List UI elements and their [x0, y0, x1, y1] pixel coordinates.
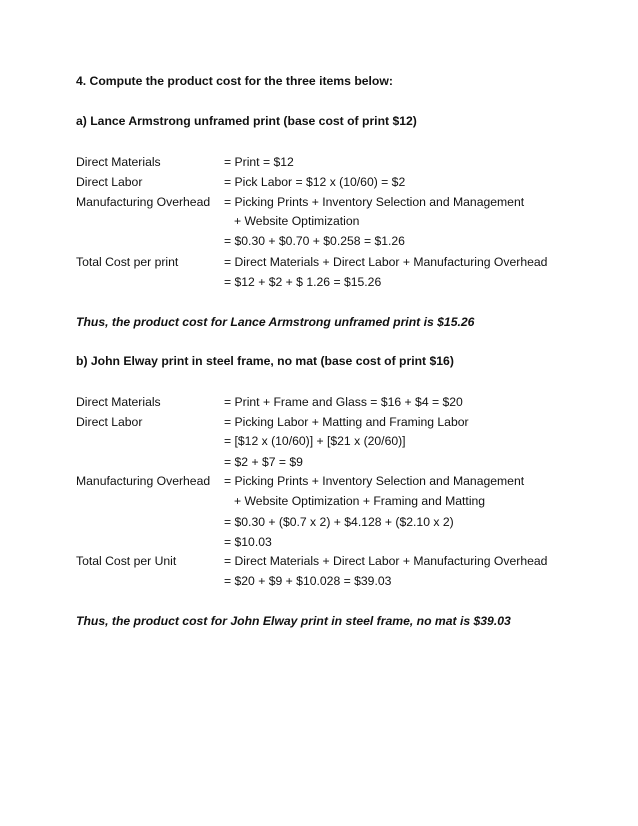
part-b-value-overhead-total: = $10.03 [224, 535, 272, 549]
part-a-label-direct-materials: Direct Materials [76, 155, 161, 169]
part-b-conclusion: Thus, the product cost for John Elway print in steel frame, no mat is $39.03 [76, 614, 511, 628]
part-b-value-direct-materials: = Print + Frame and Glass = $16 + $4 = $20 [224, 395, 463, 409]
part-b-value-total-sum: = $20 + $9 + $10.028 = $39.03 [224, 574, 392, 588]
part-b-label-total-cost: Total Cost per Unit [76, 554, 177, 568]
part-b-label-manufacturing-overhead: Manufacturing Overhead [76, 474, 211, 488]
part-a-label-manufacturing-overhead: Manufacturing Overhead [76, 195, 211, 209]
part-a-value-total-cost: = Direct Materials + Direct Labor + Manufacturing Overhead [224, 255, 548, 269]
part-a-value-manufacturing-overhead: = Picking Prints + Inventory Selection and Management [224, 195, 525, 209]
part-b-value-labor-total: = $2 + $7 = $9 [224, 455, 303, 469]
part-b-value-labor-calc: = [$12 x (10/60)] + [$21 x (20/60)] [224, 434, 406, 448]
part-b-value-overhead-cont: + Website Optimization + Framing and Matting [234, 494, 486, 508]
part-b-value-direct-labor: = Picking Labor + Matting and Framing Labor [224, 415, 469, 429]
part-a-title: a) Lance Armstrong unframed print (base cost of print $12) [76, 114, 417, 128]
part-a-value-overhead-total: = $0.30 + $0.70 + $0.258 = $1.26 [224, 234, 405, 248]
part-b-value-total-cost: = Direct Materials + Direct Labor + Manufacturing Overhead [224, 554, 548, 568]
part-a-value-overhead-cont: + Website Optimization [234, 214, 360, 228]
part-a-value-direct-materials: = Print = $12 [224, 155, 294, 169]
part-b-title: b) John Elway print in steel frame, no mat (base cost of print $16) [76, 354, 454, 368]
question-heading: 4. Compute the product cost for the three items below: [76, 74, 393, 88]
part-b-label-direct-materials: Direct Materials [76, 395, 161, 409]
part-a-value-direct-labor: = Pick Labor = $12 x (10/60) = $2 [224, 175, 406, 189]
part-b-value-manufacturing-overhead: = Picking Prints + Inventory Selection and Management [224, 474, 525, 488]
part-a-conclusion: Thus, the product cost for Lance Armstrong unframed print is $15.26 [76, 315, 475, 329]
part-b-label-direct-labor: Direct Labor [76, 415, 143, 429]
part-a-label-direct-labor: Direct Labor [76, 175, 143, 189]
part-b-value-overhead-calc: = $0.30 + ($0.7 x 2) + $4.128 + ($2.10 x 2) [224, 515, 454, 529]
part-a-value-total-sum: = $12 + $2 + $ 1.26 = $15.26 [224, 275, 382, 289]
part-a-label-total-cost: Total Cost per print [76, 255, 179, 269]
